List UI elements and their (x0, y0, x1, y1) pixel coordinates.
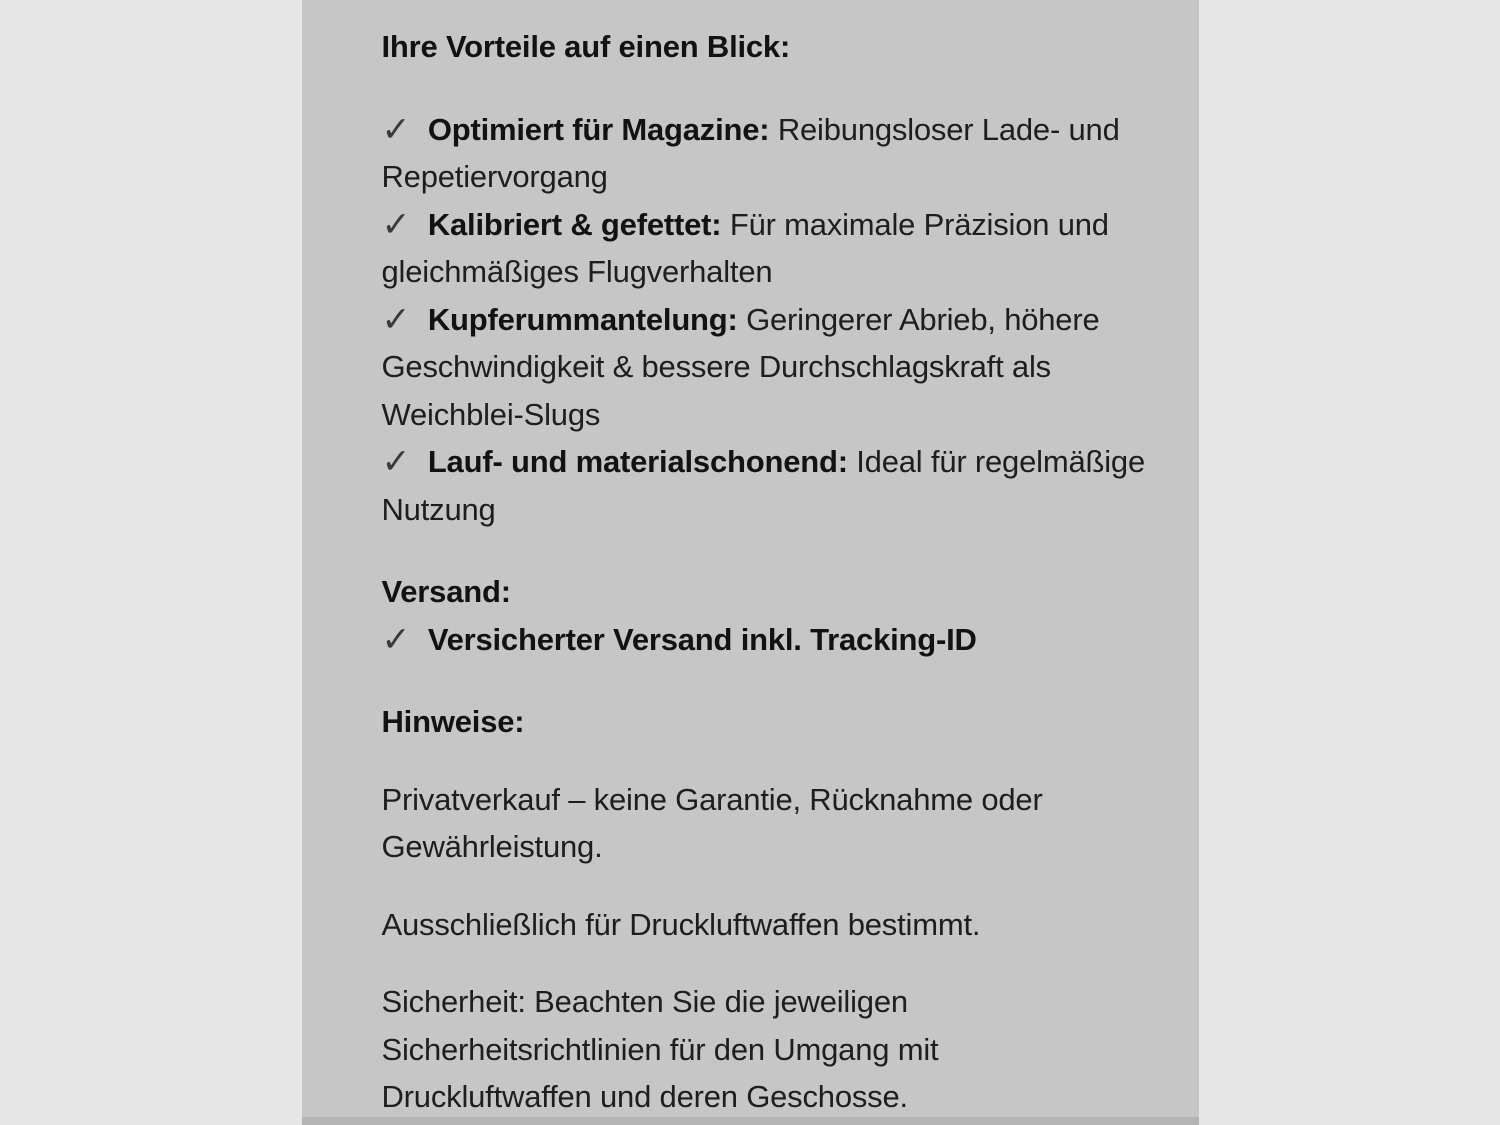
shipping-item-text: Versicherter Versand inkl. Tracking-ID (427, 621, 977, 657)
product-description-panel (302, 0, 1199, 1125)
notes-heading: Hinweise: (381, 704, 525, 739)
benefit-item-kupfer (382, 296, 1149, 439)
benefit-label: Kalibriert & gefettet: (427, 206, 722, 242)
benefit-label: Optimiert für Magazine: (427, 111, 770, 147)
note-private-sale: Privatverkauf – keine Garantie, Rücknahme oder Gewährleistung. (381, 781, 1043, 864)
checkmark-icon: ✓ (381, 110, 411, 149)
benefits-list (382, 106, 1149, 534)
benefits-heading: Ihre Vorteile auf einen Blick: (381, 29, 791, 64)
benefit-item-lauf (382, 438, 1149, 533)
benefit-label: Lauf- und materialschonend: (427, 444, 848, 479)
benefit-text: Für maximale Präzision und gleichmäßiges Flugverhalten (381, 206, 1109, 289)
notes-section (382, 698, 1149, 1121)
benefit-item-magazine (382, 106, 1149, 201)
benefit-text: Ideal für regelmäßige Nutzung (381, 444, 1145, 527)
note-safety: Sicherheit: Beachten Sie die jeweiligen Sicherheitsrichtlinien für den Umgang mit Druckluftwaffen und deren Geschosse. (381, 984, 939, 1114)
checkmark-icon: ✓ (381, 620, 411, 659)
benefit-text: Geringerer Abrieb, höhere Geschwindigkeit & bessere Durchschlagskraft als Weichblei-Slugs (381, 301, 1100, 432)
checkmark-icon: ✓ (381, 300, 411, 339)
shipping-section (382, 568, 1149, 663)
checkmark-icon: ✓ (381, 443, 411, 481)
benefit-text: Reibungsloser Lade- und Repetiervorgang (381, 111, 1120, 194)
benefit-item-kalibriert (382, 201, 1149, 296)
shipping-item (382, 616, 1149, 664)
photo-bottom-edge (302, 1117, 1199, 1125)
checkmark-icon: ✓ (381, 205, 411, 244)
benefit-label: Kupferummantelung: (427, 301, 738, 337)
note-airgun-only: Ausschließlich für Druckluftwaffen bestimmt. (381, 906, 981, 942)
shipping-heading: Versand: (381, 574, 511, 609)
